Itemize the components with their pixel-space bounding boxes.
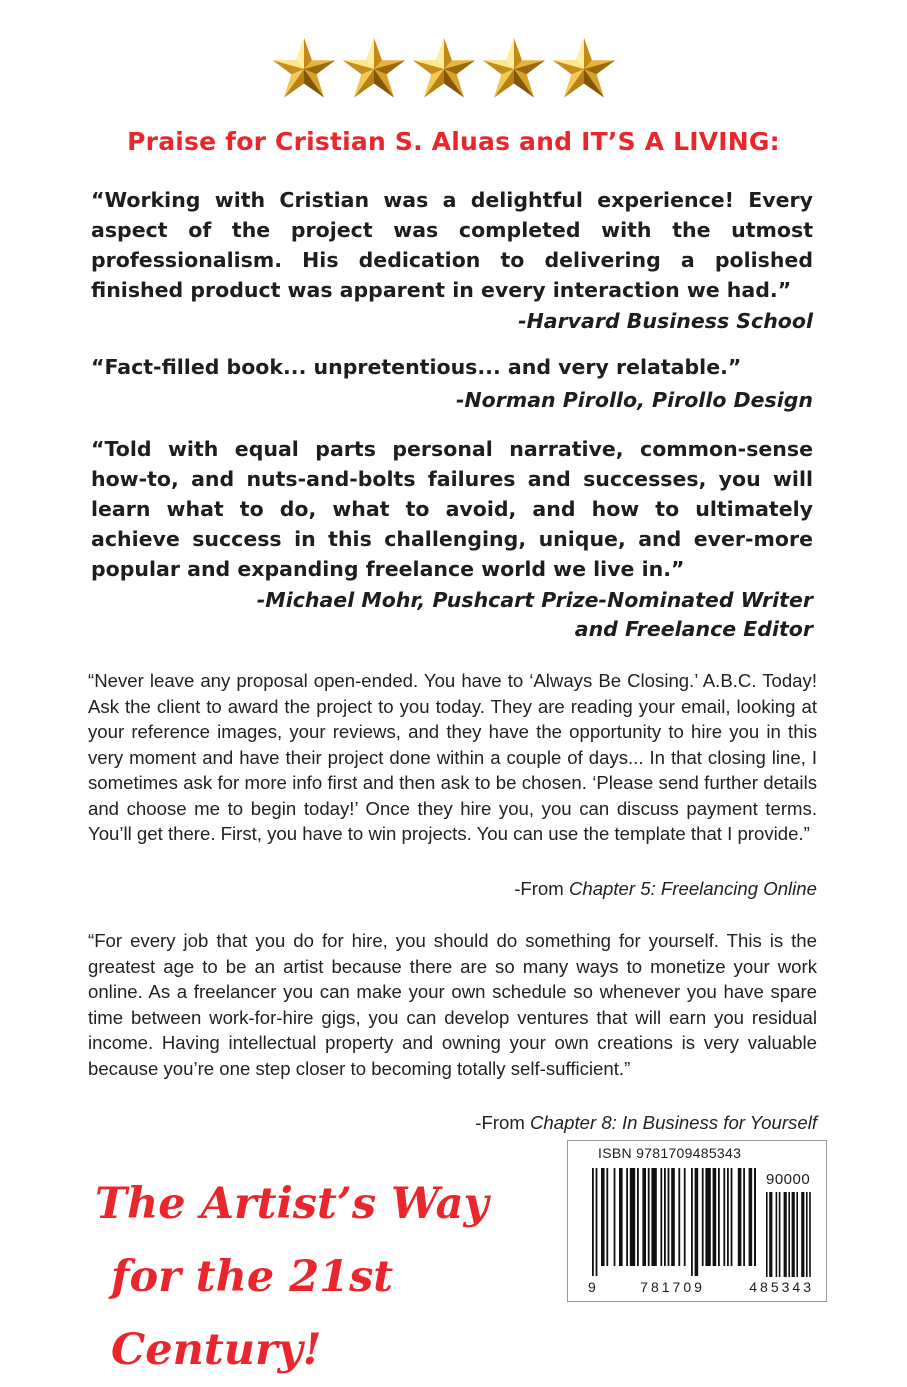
barcode-bar	[723, 1168, 725, 1266]
barcode-bar	[691, 1168, 693, 1276]
barcode-bar	[788, 1192, 790, 1277]
barcode-bar	[678, 1168, 680, 1266]
review-source-mohr-line2: and Freelance Editor	[574, 617, 813, 641]
barcode-bar	[684, 1168, 686, 1266]
review-source-mohr-line1: -Michael Mohr, Pushcart Prize-Nominated Writer	[256, 588, 813, 612]
review-quote-pirollo: “Fact-filled book... unpretentious... and very relatable.”	[91, 355, 742, 379]
review-quote-harvard: “Working with Cristian was a delightful experience! Every aspect of the project was completed with the utmost professionalism. His dedication to delivering a polished finished product was apparent in every interaction we had.”	[91, 188, 813, 302]
review-source-harvard: -Harvard Business School	[518, 309, 813, 333]
barcode-bar	[660, 1168, 662, 1266]
barcode-bar	[718, 1168, 720, 1266]
barcode-bar	[596, 1168, 598, 1276]
barcode-bar	[592, 1168, 594, 1276]
barcode-bar	[766, 1192, 768, 1277]
barcode-bar	[731, 1168, 733, 1266]
barcode-bar	[713, 1168, 717, 1266]
tagline-line-1: The Artist’s Way	[95, 1179, 489, 1229]
barcode-bar	[784, 1192, 787, 1277]
isbn-barcode	[567, 1140, 827, 1302]
barcode-bar	[727, 1168, 729, 1266]
barcode-bar	[671, 1168, 675, 1266]
barcode-bar	[779, 1192, 781, 1277]
barcode-bar	[743, 1168, 745, 1266]
ean-digits	[588, 1279, 814, 1295]
barcode-bar	[619, 1168, 623, 1266]
star-icon	[341, 36, 407, 102]
barcode-bar	[809, 1192, 811, 1277]
ean-digits-right: 485343	[749, 1279, 814, 1295]
artist-way-tagline	[95, 1168, 545, 1387]
excerpt-text-chapter8: “For every job that you do for hire, you should do something for yourself. This is the greatest age to be an artist because there are so many ways to monetize your work online. As a freelancer you can make your own schedule so whenever you have spare time between work-for-hire gigs, you can develop ventures that will earn you residual income. Having intellectual property and owning your own creations is very valuable because you’re one step closer to becoming totally self-sufficient.”	[88, 930, 817, 1079]
ean-digit-first: 9	[588, 1279, 596, 1295]
barcode-bar	[754, 1168, 756, 1266]
barcode-bar	[648, 1168, 650, 1266]
excerpt-text-chapter5: “Never leave any proposal open-ended. You have to ‘Always Be Closing.’ A.B.C. Today! Ask the client to award the project to you today. They are reading your email, looking at your reference images, your reviews, and they have the opportunity to hire you in this very moment and have their project done within a couple of days... In that closing line, I sometimes ask for more info first and then ask to be chosen. ‘Please send further details and choose me to begin today!’ Once they hire you, you can discuss payment terms. You’ll get there. First, you have to win projects. You can use the template that I provide.”	[88, 670, 817, 844]
barcode-bar	[695, 1168, 699, 1276]
barcode-bar	[606, 1168, 608, 1266]
isbn-label: ISBN 9781709485343	[598, 1145, 742, 1161]
star-icon	[551, 36, 617, 102]
barcode-bar	[796, 1192, 798, 1277]
barcode-bar	[626, 1168, 628, 1266]
excerpt-source-chapter8: -From Chapter 8: In Business for Yourself	[475, 1112, 817, 1133]
tagline-line-2: for the 21st Century!	[111, 1252, 394, 1375]
star-icon	[481, 36, 547, 102]
barcode-bar	[792, 1192, 795, 1277]
five-star-rating	[271, 36, 617, 108]
barcode-bar	[769, 1192, 772, 1277]
review-source-pirollo: -Norman Pirollo, Pirollo Design	[455, 388, 813, 412]
barcode-bar	[601, 1168, 605, 1266]
price-code: 90000	[766, 1171, 811, 1188]
barcode-bar	[738, 1168, 742, 1266]
barcode-bar	[801, 1192, 804, 1277]
addon-barcode-bars	[766, 1192, 814, 1287]
barcode-bar	[705, 1168, 710, 1266]
barcode-bar	[637, 1168, 639, 1266]
excerpt-source-chapter5: -From Chapter 5: Freelancing Online	[514, 878, 817, 899]
barcode-bar	[702, 1168, 704, 1266]
barcode-bar	[651, 1168, 656, 1266]
review-quote-mohr: “Told with equal parts personal narrative, common-sense how-to, and nuts-and-bolts failures and successes, you will learn what to do, what to avoid, and how to ultimately achieve success in this challenging, unique, and ever-more popular and expanding freelance world we live in.”	[91, 437, 813, 581]
praise-headline: Praise for Cristian S. Aluas and IT’S A LIVING:	[127, 127, 780, 156]
barcode-bar	[776, 1192, 778, 1277]
barcode-bar	[614, 1168, 616, 1266]
barcode-bar	[642, 1168, 646, 1266]
star-icon	[411, 36, 477, 102]
star-icon	[271, 36, 337, 102]
barcode-bar	[664, 1168, 666, 1266]
ean-digits-left: 781709	[640, 1279, 705, 1295]
barcode-bar	[749, 1168, 753, 1266]
barcode-bar	[630, 1168, 635, 1266]
ean-barcode-bars	[592, 1168, 756, 1276]
barcode-bar	[668, 1168, 670, 1266]
barcode-bar	[806, 1192, 808, 1277]
